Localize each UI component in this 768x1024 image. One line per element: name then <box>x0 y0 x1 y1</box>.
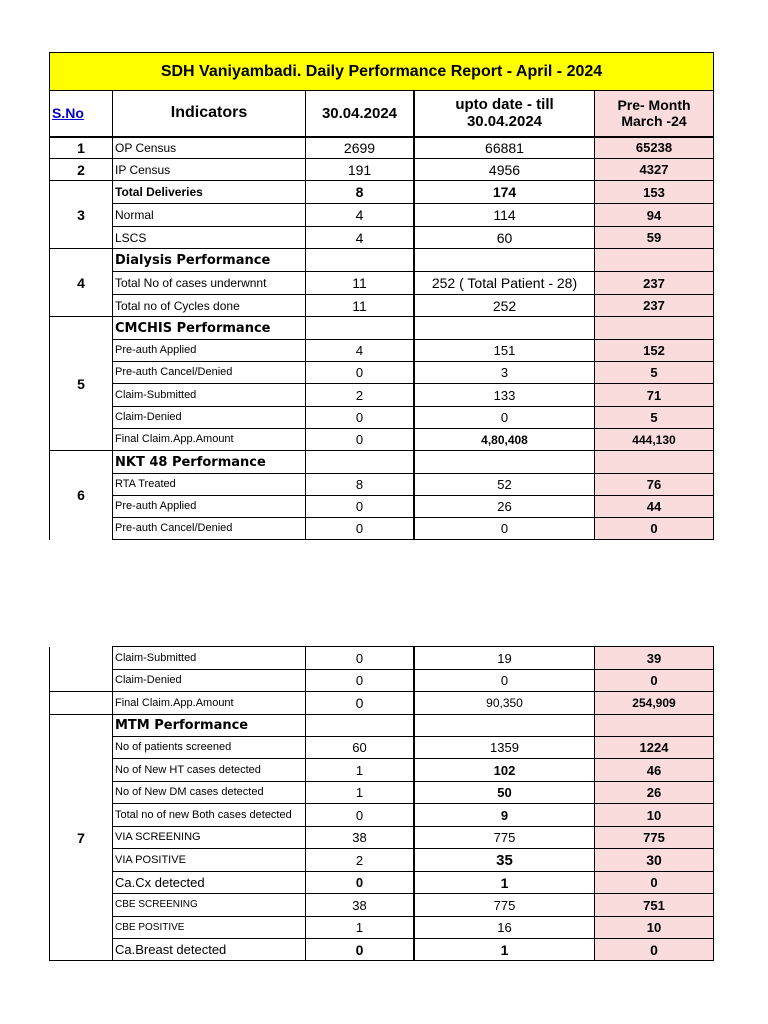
upto-value: 0 <box>414 518 595 540</box>
upto-value: 50 <box>414 782 595 804</box>
table-row <box>50 407 714 429</box>
day-value: 8 <box>306 181 415 204</box>
pre-value: 5 <box>595 362 714 384</box>
pre-value: 0 <box>595 939 714 961</box>
pre-value: 237 <box>595 295 714 317</box>
pre-value: 5 <box>595 407 714 429</box>
day-value: 4 <box>306 340 415 362</box>
pre-value: 0 <box>595 670 714 692</box>
empty-cell <box>595 715 714 737</box>
table-row <box>50 159 714 181</box>
report-title: SDH Vaniyambadi. Daily Performance Report - April - 2024 <box>50 53 714 91</box>
empty-cell <box>414 249 595 272</box>
indicator-cell: CBE POSITIVE <box>113 917 306 939</box>
indicator-cell: VIA SCREENING <box>113 827 306 849</box>
pre-value: 0 <box>595 518 714 540</box>
report-table-bottom <box>49 646 714 961</box>
table-row <box>50 474 714 496</box>
table-row <box>50 827 714 849</box>
empty-cell <box>414 317 595 340</box>
day-value: 2 <box>306 384 415 407</box>
indicator-cell: No of New HT cases detected <box>113 759 306 782</box>
empty-cell <box>595 249 714 272</box>
pre-value: 30 <box>595 849 714 872</box>
indicator-cell: Final Claim.App.Amount <box>113 692 306 715</box>
pre-value: 59 <box>595 227 714 249</box>
upto-value: 19 <box>414 647 595 670</box>
indicator-cell: Total Deliveries <box>113 181 306 204</box>
table-row <box>50 804 714 827</box>
pre-value: 237 <box>595 272 714 295</box>
upto-value: 1 <box>414 872 595 894</box>
pre-value: 10 <box>595 804 714 827</box>
day-value: 0 <box>306 647 415 670</box>
pre-value: 152 <box>595 340 714 362</box>
table-row <box>50 429 714 451</box>
upto-value: 252 <box>414 295 595 317</box>
table-row <box>50 894 714 917</box>
indicator-cell: Total no of new Both cases detected <box>113 804 306 827</box>
upto-header: upto date - till 30.04.2024 <box>414 91 595 137</box>
section-title: CMCHIS Performance <box>113 317 306 340</box>
day-value: 0 <box>306 670 415 692</box>
day-value: 0 <box>306 362 415 384</box>
indicator-cell: CBE SCREENING <box>113 894 306 917</box>
upto-value: 102 <box>414 759 595 782</box>
upto-value: 66881 <box>414 137 595 159</box>
table-row <box>50 295 714 317</box>
upto-value: 114 <box>414 204 595 227</box>
pre-value: 153 <box>595 181 714 204</box>
pre-value: 46 <box>595 759 714 782</box>
pre-value: 39 <box>595 647 714 670</box>
day-value: 2 <box>306 849 415 872</box>
indicator-cell: Ca.Breast detected <box>113 939 306 961</box>
section-title: Dialysis Performance <box>113 249 306 272</box>
upto-value: 9 <box>414 804 595 827</box>
indicator-cell: Claim-Denied <box>113 407 306 429</box>
sno-header-link[interactable]: S.No <box>50 91 113 137</box>
upto-value: 174 <box>414 181 595 204</box>
section-title: MTM Performance <box>113 715 306 737</box>
day-value: 4 <box>306 227 415 249</box>
day-value: 60 <box>306 737 415 759</box>
section-title: NKT 48 Performance <box>113 451 306 474</box>
section-row <box>50 715 714 737</box>
empty-cell <box>414 451 595 474</box>
day-value: 0 <box>306 518 415 540</box>
indicator-cell: Claim-Submitted <box>113 647 306 670</box>
indicator-cell: RTA Treated <box>113 474 306 496</box>
empty-cell <box>306 317 415 340</box>
indicator-cell: Claim-Denied <box>113 670 306 692</box>
table-row <box>50 917 714 939</box>
indicator-cell: Claim-Submitted <box>113 384 306 407</box>
upto-value: 133 <box>414 384 595 407</box>
upto-value: 775 <box>414 827 595 849</box>
day-value: 2699 <box>306 137 415 159</box>
pre-value: 751 <box>595 894 714 917</box>
sno-cell: 7 <box>50 715 113 961</box>
upto-value: 1 <box>414 939 595 961</box>
empty-cell <box>306 715 415 737</box>
table-row <box>50 272 714 295</box>
sno-cell: 2 <box>50 159 113 181</box>
table-row <box>50 692 714 715</box>
table-row <box>50 496 714 518</box>
day-value: 38 <box>306 894 415 917</box>
table-row <box>50 518 714 540</box>
day-value: 0 <box>306 872 415 894</box>
sno-cell <box>50 692 113 715</box>
day-value: 191 <box>306 159 415 181</box>
pre-value: 775 <box>595 827 714 849</box>
indicator-cell: VIA POSITIVE <box>113 849 306 872</box>
indicator-cell: Pre-auth Cancel/Denied <box>113 362 306 384</box>
upto-value: 90,350 <box>414 692 595 715</box>
table-row <box>50 939 714 961</box>
indicator-cell: LSCS <box>113 227 306 249</box>
day-value: 0 <box>306 804 415 827</box>
indicator-cell: Pre-auth Cancel/Denied <box>113 518 306 540</box>
pre-value: 26 <box>595 782 714 804</box>
sno-cell: 3 <box>50 181 113 249</box>
day-value: 1 <box>306 782 415 804</box>
indicator-cell: Pre-auth Applied <box>113 340 306 362</box>
day-value: 11 <box>306 272 415 295</box>
empty-cell <box>306 451 415 474</box>
day-value: 0 <box>306 407 415 429</box>
section-row <box>50 249 714 272</box>
upto-value: 0 <box>414 407 595 429</box>
pre-value: 76 <box>595 474 714 496</box>
section-row <box>50 317 714 340</box>
sno-cell <box>50 647 113 692</box>
upto-value: 4,80,408 <box>414 429 595 451</box>
table-row <box>50 340 714 362</box>
table-row <box>50 737 714 759</box>
upto-value: 252 ( Total Patient - 28) <box>414 272 595 295</box>
upto-value: 0 <box>414 670 595 692</box>
pre-value: 0 <box>595 872 714 894</box>
date-header: 30.04.2024 <box>306 91 415 137</box>
pre-value: 94 <box>595 204 714 227</box>
pre-value: 1224 <box>595 737 714 759</box>
table-row <box>50 181 714 204</box>
indicator-cell: OP Census <box>113 137 306 159</box>
day-value: 1 <box>306 917 415 939</box>
page-break-gap <box>49 541 713 645</box>
upto-value: 775 <box>414 894 595 917</box>
indicator-cell: Normal <box>113 204 306 227</box>
table-row <box>50 849 714 872</box>
pre-value: 10 <box>595 917 714 939</box>
empty-cell <box>414 715 595 737</box>
indicator-cell: Total no of Cycles done <box>113 295 306 317</box>
table-row <box>50 362 714 384</box>
indicator-cell: IP Census <box>113 159 306 181</box>
empty-cell <box>306 249 415 272</box>
pre-value: 65238 <box>595 137 714 159</box>
upto-value: 1359 <box>414 737 595 759</box>
pre-value: 444,130 <box>595 429 714 451</box>
table-row <box>50 137 714 159</box>
table-row <box>50 204 714 227</box>
pre-value: 254,909 <box>595 692 714 715</box>
upto-value: 4956 <box>414 159 595 181</box>
pre-value: 44 <box>595 496 714 518</box>
day-value: 0 <box>306 692 415 715</box>
table-row <box>50 227 714 249</box>
day-value: 0 <box>306 939 415 961</box>
pre-value: 4327 <box>595 159 714 181</box>
upto-value: 52 <box>414 474 595 496</box>
table-row <box>50 872 714 894</box>
sno-cell: 6 <box>50 451 113 540</box>
day-value: 11 <box>306 295 415 317</box>
pre-month-header: Pre- Month March -24 <box>595 91 714 137</box>
day-value: 4 <box>306 204 415 227</box>
table-row <box>50 670 714 692</box>
indicator-cell: No of New DM cases detected <box>113 782 306 804</box>
pre-value: 71 <box>595 384 714 407</box>
upto-value: 16 <box>414 917 595 939</box>
table-row <box>50 647 714 670</box>
table-row <box>50 782 714 804</box>
upto-value: 60 <box>414 227 595 249</box>
upto-value: 151 <box>414 340 595 362</box>
report-table-top <box>49 52 714 540</box>
upto-value: 35 <box>414 849 595 872</box>
empty-cell <box>595 451 714 474</box>
day-value: 8 <box>306 474 415 496</box>
day-value: 0 <box>306 429 415 451</box>
table-row <box>50 384 714 407</box>
indicator-cell: Ca.Cx detected <box>113 872 306 894</box>
indicator-cell: Final Claim.App.Amount <box>113 429 306 451</box>
indicator-cell: Total No of cases underwnnt <box>113 272 306 295</box>
sno-cell: 4 <box>50 249 113 317</box>
indicator-cell: No of patients screened <box>113 737 306 759</box>
indicator-cell: Pre-auth Applied <box>113 496 306 518</box>
table-row <box>50 759 714 782</box>
empty-cell <box>595 317 714 340</box>
day-value: 1 <box>306 759 415 782</box>
sno-cell: 1 <box>50 137 113 159</box>
section-row <box>50 451 714 474</box>
upto-value: 3 <box>414 362 595 384</box>
upto-value: 26 <box>414 496 595 518</box>
day-value: 0 <box>306 496 415 518</box>
day-value: 38 <box>306 827 415 849</box>
sno-cell: 5 <box>50 317 113 451</box>
indicators-header: Indicators <box>113 91 306 137</box>
